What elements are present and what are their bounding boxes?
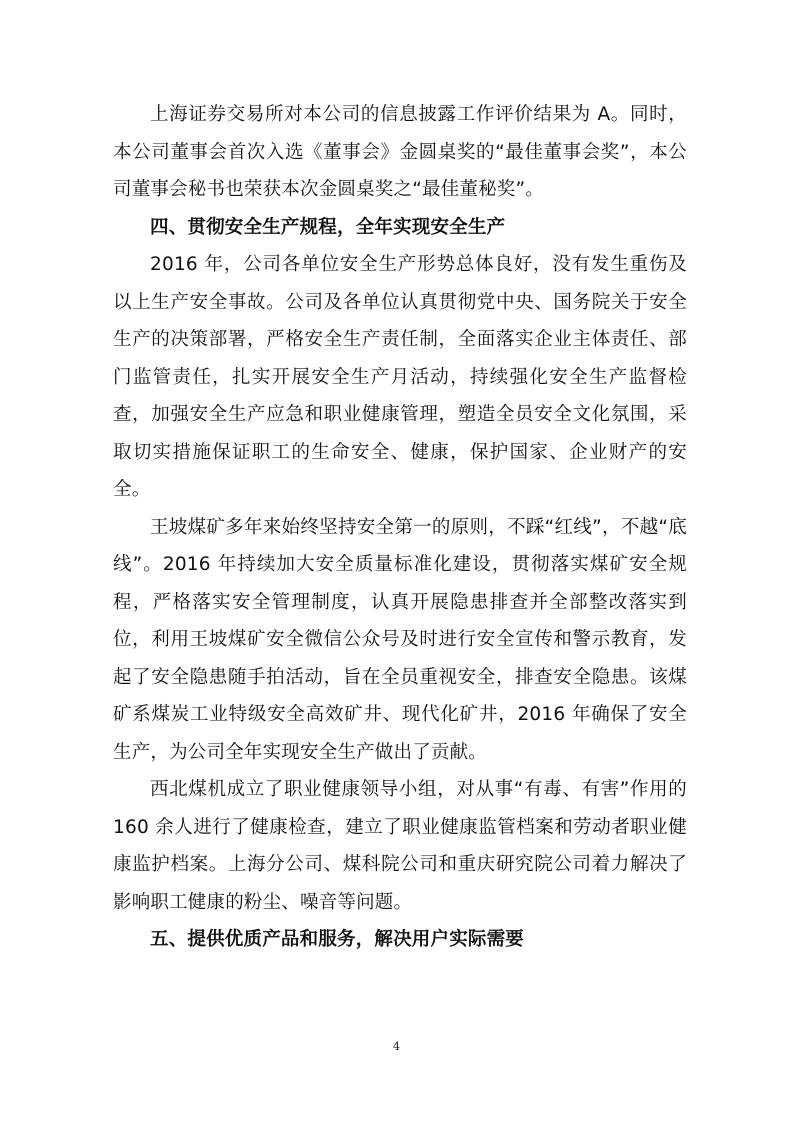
paragraph-disclosure-evaluation: 上海证券交易所对本公司的信息披露工作评价结果为 A。同时，本公司董事会首次入选《董事会》金圆桌奖的“最佳董事会奖”，本公司董事会秘书也荣获本次金圆桌奖之“最佳董秘奖”。 [113, 104, 687, 200]
paragraph-wangpo-coal-mine: 王坡煤矿多年来始终坚持安全第一的原则，不踩“红线”，不越“底线”。2016 年持续加大安全质量标准化建设，贯彻落实煤矿安全规程，严格落实安全管理制度，认真开展隐患排查并全部整改落实到位，利用王坡煤矿安全微信公众号及时进行安全宣传和警示教育，发起了安全隐患随手拍活动，旨在全员重视安全，排查安全隐患。该煤矿系煤炭工业特级安全高效矿井、现代化矿井，2016 年确保了安全生产，为公司全年实现安全生产做出了贡献。 [113, 516, 687, 763]
document-body [113, 96, 687, 959]
section-heading-4: 四、贯彻安全生产规程，全年实现安全生产 [150, 216, 506, 238]
paragraph-occupational-health: 西北煤机成立了职业健康领导小组，对从事“有毒、有害”作用的 160 余人进行了健康检查，建立了职业健康监管档案和劳动者职业健康监护档案。上海分公司、煤科院公司和重庆研究院公司着力解决了影响职工健康的粉尘、噪音等问题。 [113, 779, 687, 913]
paragraph-safety-overview: 2016 年，公司各单位安全生产形势总体良好，没有发生重伤及以上生产安全事故。公司及各单位认真贯彻党中央、国务院关于安全生产的决策部署，严格安全生产责任制，全面落实企业主体责任、部门监管责任，扎实开展安全生产月活动，持续强化安全生产监督检查，加强安全生产应急和职业健康管理，塑造全员安全文化氛围，采取切实措施保证职工的生命安全、健康，保护国家、企业财产的安全。 [113, 254, 687, 500]
section-heading-5: 五、提供优质产品和服务，解决用户实际需要 [150, 929, 525, 950]
page-number: 4 [393, 1040, 400, 1053]
